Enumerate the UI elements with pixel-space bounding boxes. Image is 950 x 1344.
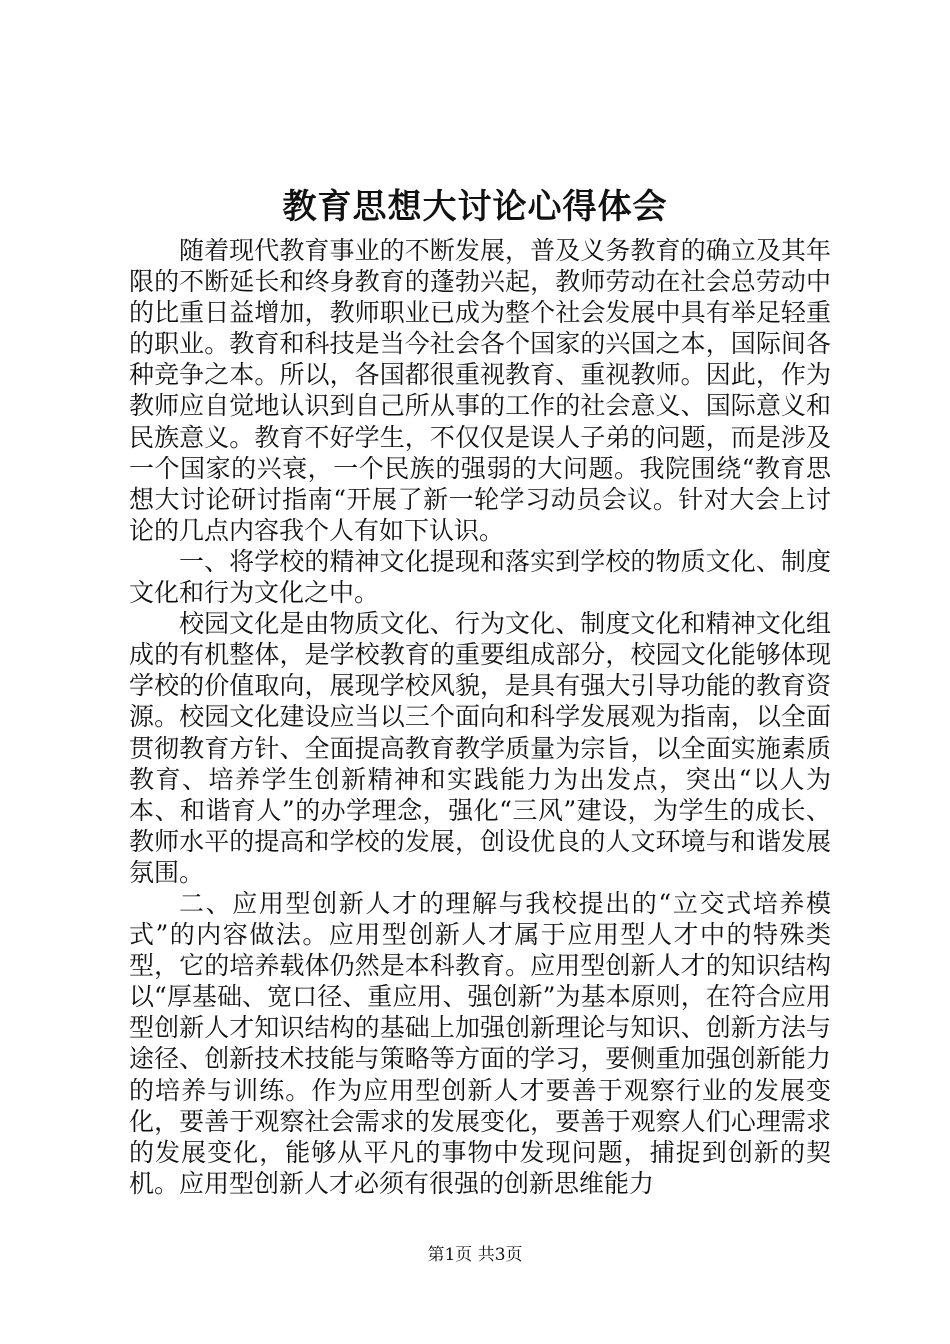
body-paragraph: 随着现代教育事业的不断发展，普及义务教育的确立及其年限的不断延长和终身教育的蓬勃兴起，教师劳动在社会总劳动中的比重日益增加，教师职业已成为整个社会发展中具有举足轻重的职业。教育和科技是当今社会各个国家的兴国之本，国际间各种竞争之本。所以，各国都很重视教育、重视教师。因此，作为教师应自觉地认识到自己所从事的工作的社会意义、国际意义和民族意义。教育不好学生，不仅仅是误人子弟的问题，而是涉及一个国家的兴衰，一个民族的强弱的大问题。我院围绕“教育思想大讨论研讨指南“开展了新一轮学习动员会议。针对大会上讨论的几点内容我个人有如下认识。 (129, 236, 831, 545)
body-paragraph: 校园文化是由物质文化、行为文化、制度文化和精神文化组成的有机整体，是学校教育的重要组成部分，校园文化能够体现学校的价值取向，展现学校风貌，是具有强大引导功能的教育资源。校园文化建设应当以三个面向和科学发展观为指南，以全面贯彻教育方针、全面提高教育教学质量为宗旨，以全面实施素质教育、培养学生创新精神和实践能力为出发点，突出“以人为本、和谐育人”的办学理念，强化“三风”建设，为学生的成长、教师水平的提高和学校的发展，创设优良的人文环境与和谐发展氛围。 (129, 609, 831, 887)
document-body (129, 235, 831, 1199)
page-footer: 第1页 共3页 (427, 1245, 523, 1265)
body-paragraph: 二、应用型创新人才的理解与我校提出的“立交式培养模式”的内容做法。应用型创新人才属于应用型人才中的特殊类型，它的培养载体仍然是本科教育。应用型创新人才的知识结构以“厚基础、宽口径、重应用、强创新”为基本原则，在符合应用型创新人才知识结构的基础上加强创新理论与知识、创新方法与途径、创新技术技能与策略等方面的学习，要侧重加强创新能力的培养与训练。作为应用型创新人才要善于观察行业的发展变化，要善于观察社会需求的发展变化，要善于观察人们心理需求的发展变化，能够从平凡的事物中发现问题，捕捉到创新的契机。应用型创新人才必须有很强的创新思维能力 (129, 888, 831, 1198)
document-title: 教育思想大讨论心得体会 (282, 187, 668, 227)
body-paragraph: 一、将学校的精神文化提现和落实到学校的物质文化、制度文化和行为文化之中。 (129, 546, 831, 608)
